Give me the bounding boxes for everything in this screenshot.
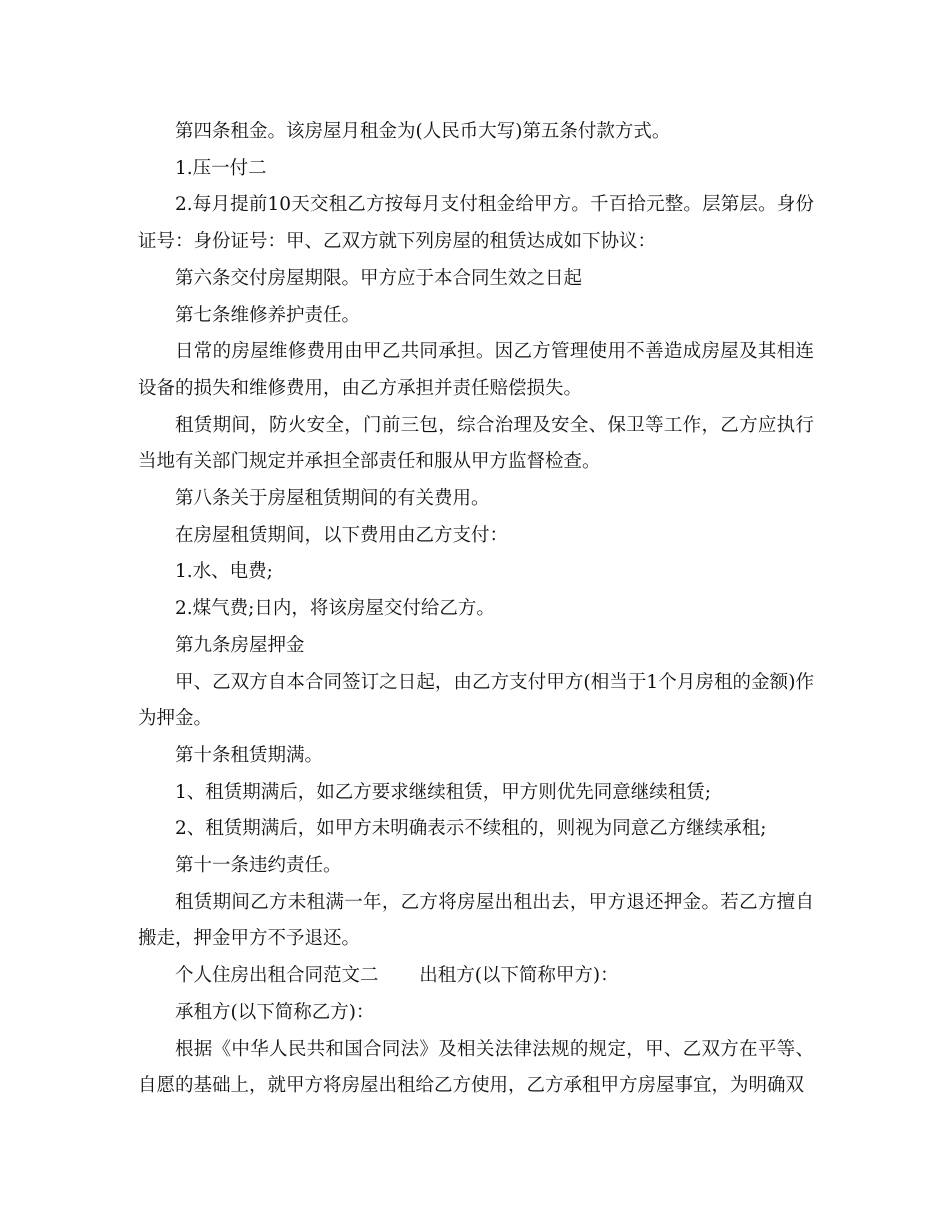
expenses-intro: 在房屋租赁期间，以下费用由乙方支付： [175, 524, 509, 546]
article-4-rent: 第四条租金。该房屋月租金为(人民币大写)第五条付款方式。 [175, 121, 671, 142]
article-8-expenses: 第八条关于房屋租赁期间的有关费用。 [175, 488, 490, 510]
article-6-delivery: 第六条交付房屋期限。甲方应于本合同生效之日起 [175, 267, 583, 289]
expense-item-2: 2.煤气费;日内，将该房屋交付给乙方。 [175, 598, 495, 620]
breach-paragraph: 租赁期间乙方未租满一年，乙方将房屋出租出去，甲方退还押金。若乙方擅自搬走，押金甲方不予退还。 [138, 891, 814, 950]
lessee-label: 承租方(以下简称乙方)： [175, 1001, 375, 1023]
payment-item-2: 2.每月提前10天交租乙方按每月支付租金给甲方。千百拾元整。层第层。身份证号：身份证号：甲、乙双方就下列房屋的租赁达成如下协议： [138, 194, 814, 253]
maintenance-costs-paragraph: 日常的房屋维修费用由甲乙共同承担。因乙方管理使用不善造成房屋及其相连设备的损失和维修费用，由乙方承担并责任赔偿损失。 [138, 341, 814, 399]
document-body [138, 114, 814, 1105]
contract-two-title: 个人住房出租合同范文二 [175, 965, 379, 987]
article-11-breach: 第十一条违约责任。 [175, 855, 342, 877]
article-9-deposit: 第九条房屋押金 [175, 634, 305, 656]
lease-safety-paragraph: 租赁期间，防火安全，门前三包，综合治理及安全、保卫等工作，乙方应执行当地有关部门规定并承担全部责任和服从甲方监督检查。 [138, 414, 814, 473]
deposit-paragraph: 甲、乙双方自本合同签订之日起，由乙方支付甲方(相当于1个月房租的金额)作为押金。 [138, 671, 814, 730]
expense-item-1: 1.水、电费; [175, 561, 273, 583]
article-10-expiry: 第十条租赁期满。 [175, 744, 324, 766]
lessor-label: 出租方(以下简称甲方)： [419, 965, 619, 987]
expiry-item-2: 2、租赁期满后，如甲方未明确表示不续租的，则视为同意乙方继续承租; [175, 818, 767, 840]
payment-item-1: 1.压一付二 [175, 157, 267, 179]
legal-basis-paragraph: 根据《中华人民共和国合同法》及相关法律法规的规定，甲、乙双方在平等、自愿的基础上，就甲方将房屋出租给乙方使用，乙方承租甲方房屋事宜，为明确双 [138, 1038, 814, 1097]
contract-two-heading-line [138, 958, 814, 995]
expiry-item-1: 1、租赁期满后，如乙方要求继续租赁，甲方则优先同意继续租赁; [175, 781, 712, 803]
article-7-maintenance: 第七条维修养护责任。 [175, 304, 361, 326]
